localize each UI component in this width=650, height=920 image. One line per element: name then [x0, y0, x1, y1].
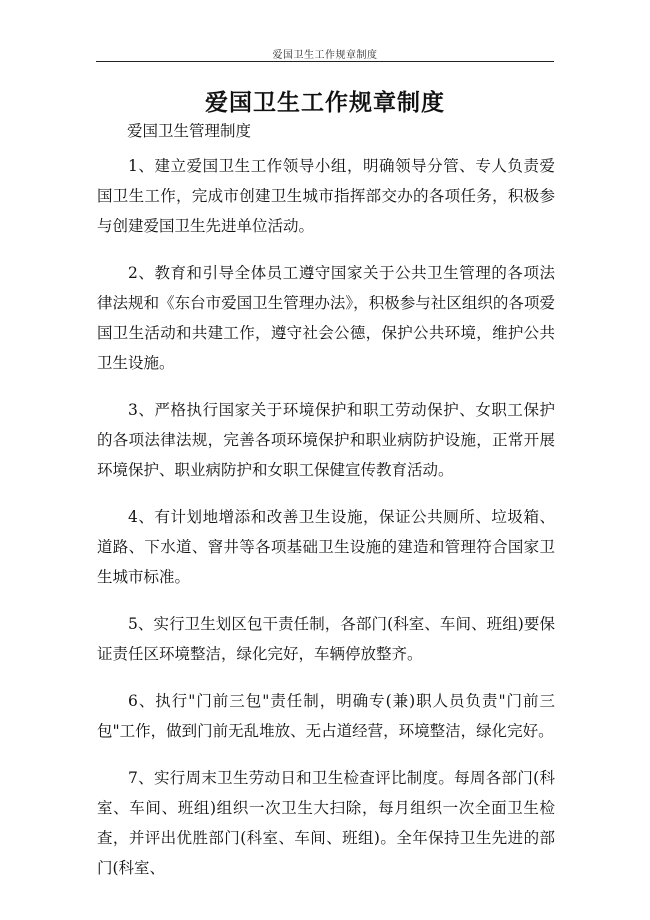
document-body: [97, 151, 555, 883]
paragraph-6: 6、执行"门前三包"责任制，明确专(兼)职人员负责"门前三包"工作，做到门前无乱堆放、无占道经营，环境整洁，绿化完好。: [97, 692, 555, 740]
document-subtitle: 爱国卫生管理制度: [127, 122, 252, 140]
running-header: 爱国卫生工作规章制度: [272, 50, 378, 61]
document-title: 爱国卫生工作规章制度: [205, 89, 445, 116]
paragraph-3: 3、严格执行国家关于环境保护和职工劳动保护、女职工保护的各项法律法规，完善各项环境保护和职业病防护设施，正常开展环境保护、职业病防护和女职工保健宣传教育活动。: [97, 401, 555, 479]
paragraph-7: 7、实行周末卫生劳动日和卫生检查评比制度。每周各部门(科室、车间、班组)组织一次卫生大扫除，每月组织一次全面卫生检查，并评出优胜部门(科室、车间、班组)。全年保持卫生先进的部门(科室、: [97, 769, 555, 877]
paragraph-1: 1、建立爱国卫生工作领导小组，明确领导分管、专人负责爱国卫生工作，完成市创建卫生城市指挥部交办的各项任务，积极参与创建爱国卫生先进单位活动。: [97, 157, 555, 235]
paragraph-4: 4、有计划地增添和改善卫生设施，保证公共厕所、垃圾箱、道路、下水道、窨井等各项基础卫生设施的建造和管理符合国家卫生城市标准。: [97, 508, 555, 586]
paragraph-5: 5、实行卫生划区包干责任制，各部门(科室、车间、班组)要保证责任区环境整洁，绿化完好，车辆停放整齐。: [97, 615, 555, 663]
header-divider: [96, 61, 554, 62]
paragraph-2: 2、教育和引导全体员工遵守国家关于公共卫生管理的各项法律法规和《东台市爱国卫生管理办法》，积极参与社区组织的各项爱国卫生活动和共建工作，遵守社会公德，保护公共环境，维护公共卫生设施。: [97, 264, 555, 372]
